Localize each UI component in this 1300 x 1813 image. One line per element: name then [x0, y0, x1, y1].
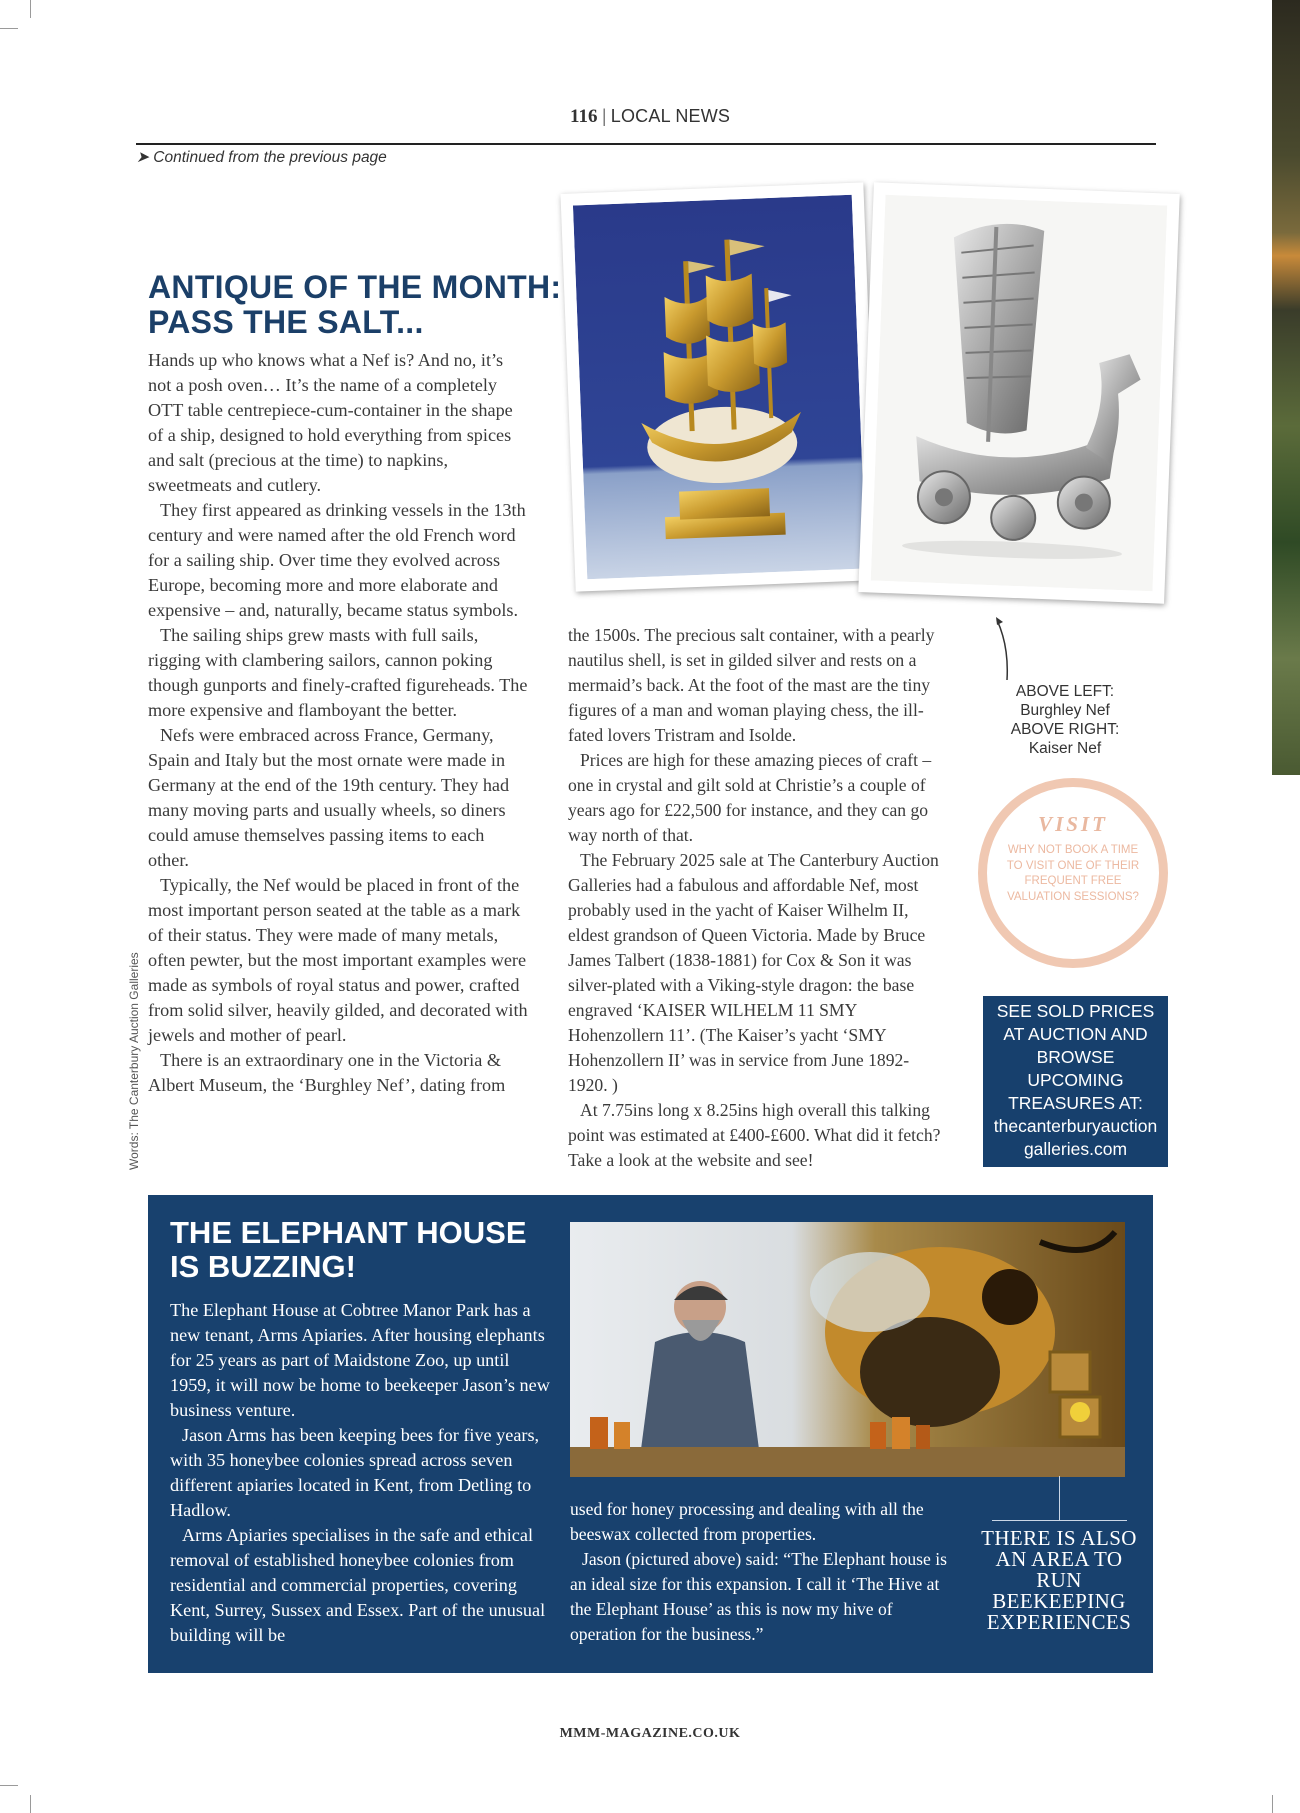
- section-title: LOCAL NEWS: [610, 106, 731, 126]
- visit-text: WHY NOT BOOK A TIME TO VISIT ONE OF THEIR FREQUENT FREE VALUATION SESSIONS?: [1006, 844, 1140, 903]
- antique-paragraph: Typically, the Nef would be placed in front of the most important person seated at the table as a mark of their status. They were made of many metals, often pewter, but the most important examples were made as symbols of royal status and power, crafted from solid silver, heavily gilded, and decorated with jewels and mother of pearl.: [148, 875, 528, 1045]
- elephant-paragraph: Arms Apiaries specialises in the safe and ethical removal of established honeybee colonies from residential and commercial properties, covering Kent, Surrey, Sussex and Essex. Part of the unusual building will be: [170, 1525, 546, 1645]
- kaiser-nef-photo: [858, 182, 1180, 603]
- website-link-line2[interactable]: galleries.com: [1023, 1139, 1128, 1159]
- elephant-headline: [170, 1216, 570, 1284]
- antique-paragraph: Hands up who knows what a Nef is? And no, it’s not a posh oven… It’s the name of a completely OTT table centrepiece-cum-container in the shape of a ship, designed to hold everything from spices and salt (precious at the time) to napkins, sweetmeats and cutlery.: [148, 350, 513, 495]
- antique-paragraph: The sailing ships grew masts with full sails, rigging with clambering sailors, cannon poking though gunports and finely-crafted figureheads. The more expensive and flamboyant the better.: [148, 625, 528, 720]
- elephant-column-2: [570, 1497, 950, 1647]
- footer-website[interactable]: MMM-MAGAZINE.CO.UK: [559, 1726, 741, 1741]
- antique-paragraph: There is an extraordinary one in the Victoria & Albert Museum, the ‘Burghley Nef’, dating from: [148, 1050, 506, 1095]
- page-number: 116: [570, 106, 598, 127]
- crop-mark: [1272, 1795, 1273, 1813]
- beekeeper-photo: [570, 1222, 1125, 1477]
- antique-headline-line1: ANTIQUE OF THE MONTH:: [148, 269, 562, 305]
- sold-prices-box: [983, 996, 1168, 1167]
- crop-mark: [0, 28, 18, 29]
- elephant-paragraph: The Elephant House at Cobtree Manor Park has a new tenant, Arms Apiaries. After housing elephants for 25 years as part of Maidstone Zoo, up until 1959, it will now be home to beekeeper Jason’s new business venture.: [170, 1300, 550, 1420]
- crop-mark: [0, 1785, 18, 1786]
- photo-caption: [985, 682, 1145, 758]
- burghley-nef-photo: [560, 182, 878, 591]
- antique-paragraph: the 1500s. The precious salt container, with a pearly nautilus shell, is set in gilded silver and rests on a mermaid’s back. At the foot of the mast are the tiny figures of a man and woman playing chess, the ill-fated lovers Tristram and Isolde.: [568, 625, 935, 745]
- elephant-paragraph: Jason (pictured above) said: “The Elephant house is an ideal size for this expansion. I call it ‘The Hive at the Elephant House’ as this is now my hive of operation for the business.”: [570, 1549, 947, 1644]
- folio-separator: |: [597, 106, 611, 127]
- caption-left-label: ABOVE LEFT:: [1015, 683, 1115, 700]
- antique-paragraph: They first appeared as drinking vessels in the 13th century and were named after the old French word for a sailing ship. Over time they evolved across Europe, becoming more and more elaborate and expensive – and, naturally, became status symbols.: [148, 500, 526, 620]
- elephant-column-1: [170, 1298, 550, 1648]
- page-folio: [570, 106, 730, 128]
- website-link-line1[interactable]: thecanterburyauction: [993, 1116, 1158, 1136]
- header-rule: [136, 143, 1156, 145]
- crop-mark: [30, 0, 31, 18]
- note-rule-horizontal: [992, 1520, 1127, 1521]
- continued-note: ➤ Continued from the previous page: [136, 149, 387, 166]
- beekeeping-note: THERE IS ALSO AN AREA TO RUN BEEKEEPING EXPERIENCES: [981, 1526, 1137, 1634]
- caption-left-title: Burghley Nef: [1020, 702, 1110, 719]
- antique-column-2: [568, 623, 944, 1173]
- antique-headline: [148, 270, 568, 340]
- adjacent-page-photo-edge: [1272, 0, 1300, 775]
- antique-paragraph: Prices are high for these amazing pieces of craft – one in crystal and gilt sold at Christie’s a couple of years ago for £22,500 for instance, and they can go way north of that.: [568, 750, 932, 845]
- crop-mark: [30, 1795, 31, 1813]
- visit-title: VISIT: [1038, 812, 1108, 836]
- note-rule-vertical: [1059, 1476, 1060, 1520]
- antique-column-1: [148, 348, 528, 1098]
- elephant-paragraph: Jason Arms has been keeping bees for five years, with 35 honeybee colonies spread across seven different apiaries located in Kent, from Detling to Hadlow.: [170, 1425, 540, 1520]
- caption-arrow-icon: [995, 616, 1025, 682]
- photo-credit: Words: The Canterbury Auction Galleries: [127, 952, 141, 1170]
- antique-headline-line2: PASS THE SALT...: [148, 304, 424, 340]
- elephant-headline-line1: THE ELEPHANT HOUSE: [170, 1215, 527, 1250]
- elephant-headline-line2: IS BUZZING!: [170, 1249, 356, 1284]
- caption-right-label: ABOVE RIGHT:: [1010, 721, 1120, 738]
- caption-right-title: Kaiser Nef: [1028, 740, 1102, 757]
- antique-paragraph: At 7.75ins long x 8.25ins high overall this talking point was estimated at £400-£600. What did it fetch? Take a look at the website and see!: [568, 1100, 941, 1170]
- antique-paragraph: The February 2025 sale at The Canterbury Auction Galleries had a fabulous and affordable Nef, most probably used in the yacht of Kaiser Wilhelm II, eldest grandson of Queen Victoria. Made by Bruce James Talbert (1838-1881) for Cox & Son it was silver-plated with a Viking-style dragon: the base engraved ‘KAISER WILHELM 11 SMY Hohenzollern 11’. (The Kaiser’s yacht ‘SMY Hohenzollern II’ was in service from June 1892-1920. ): [568, 850, 939, 1095]
- antique-paragraph: Nefs were embraced across France, Germany, Spain and Italy but the most ornate were made in Germany at the end of the 19th century. They had many moving parts and usually wheels, so diners could amuse themselves passing items to each other.: [148, 725, 510, 870]
- elephant-paragraph: used for honey processing and dealing with all the beeswax collected from properties.: [570, 1499, 924, 1544]
- sold-prices-text: SEE SOLD PRICES AT AUCTION AND BROWSE UPCOMING TREASURES AT:: [996, 1001, 1155, 1113]
